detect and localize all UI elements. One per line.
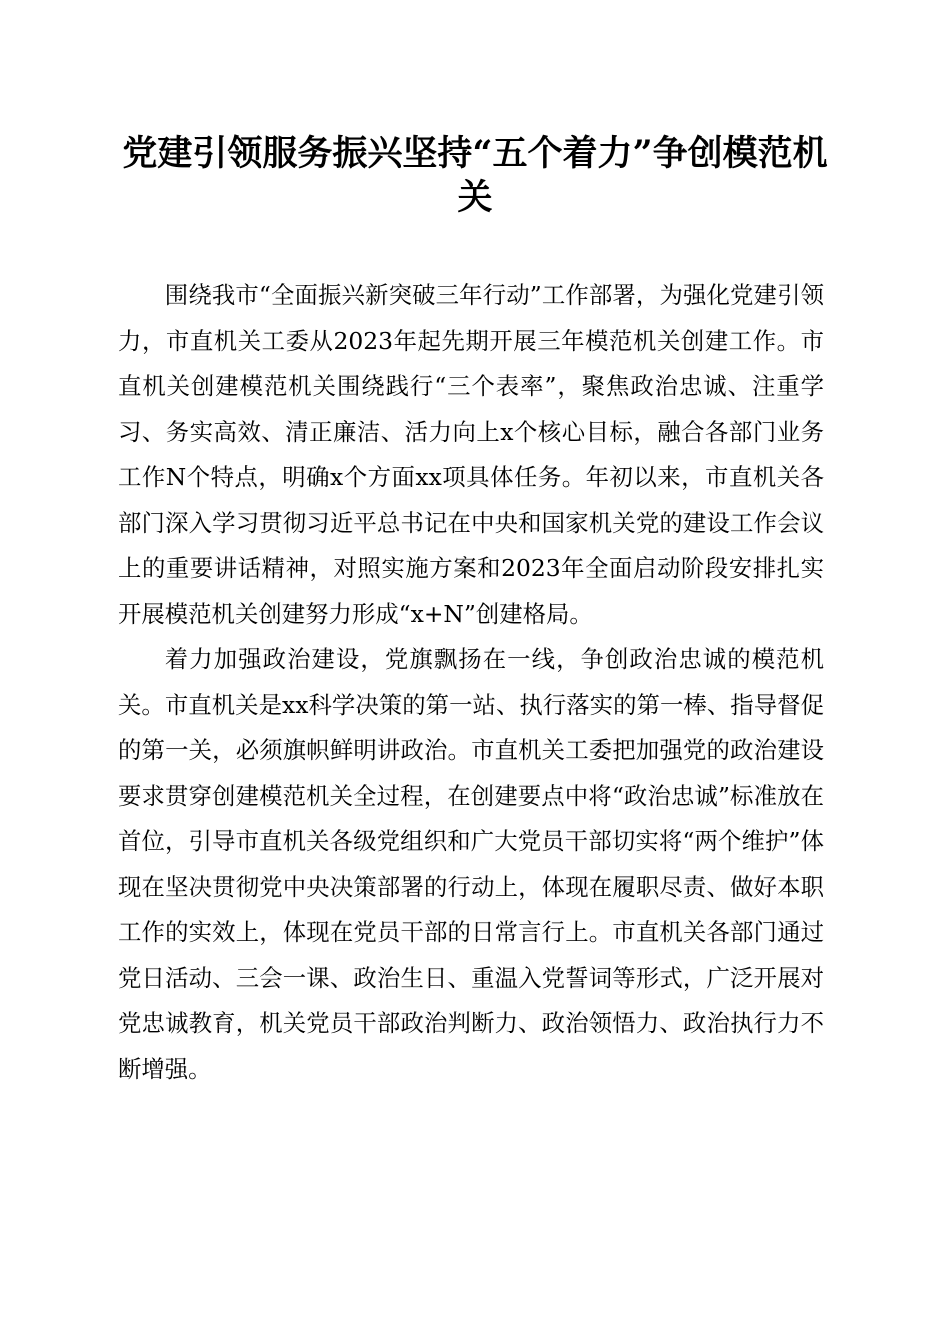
- document-title: 党建引领服务振兴坚持“五个着力”争创模范机关: [122, 133, 828, 218]
- paragraph-intro: 围绕我市“全面振兴新突破三年行动”工作部署，为强化党建引领力，市直机关工委从2023年起先期开展三年模范机关创建工作。市直机关创建模范机关围绕践行“三个表率”，聚焦政治忠诚、注重学习、务实高效、清正廉洁、活力向上x个核心目标，融合各部门业务工作N个特点，明确x个方面xx项具体任务。年初以来，市直机关各部门深入学习贯彻习近平总书记在中央和国家机关党的建设工作会议上的重要讲话精神，对照实施方案和2023年全面启动阶段安排扎实开展模范机关创建努力形成“x+N”创建格局。: [118, 281, 824, 628]
- document-body: [118, 273, 824, 1092]
- paragraph-political-construction: 着力加强政治建设，党旗飘扬在一线，争创政治忠诚的模范机关。市直机关是xx科学决策的第一站、执行落实的第一棒、指导督促的第一关，必须旗帜鲜明讲政治。市直机关工委把加强党的政治建设要求贯穿创建模范机关全过程，在创建要点中将“政治忠诚”标准放在首位，引导市直机关各级党组织和广大党员干部切实将“两个维护”体现在坚决贯彻党中央决策部署的行动上，体现在履职尽责、做好本职工作的实效上，体现在党员干部的日常言行上。市直机关各部门通过党日活动、三会一课、政治生日、重温入党誓词等形式，广泛开展对党忠诚教育，机关党员干部政治判断力、政治领悟力、政治执行力不断增强。: [118, 645, 824, 1083]
